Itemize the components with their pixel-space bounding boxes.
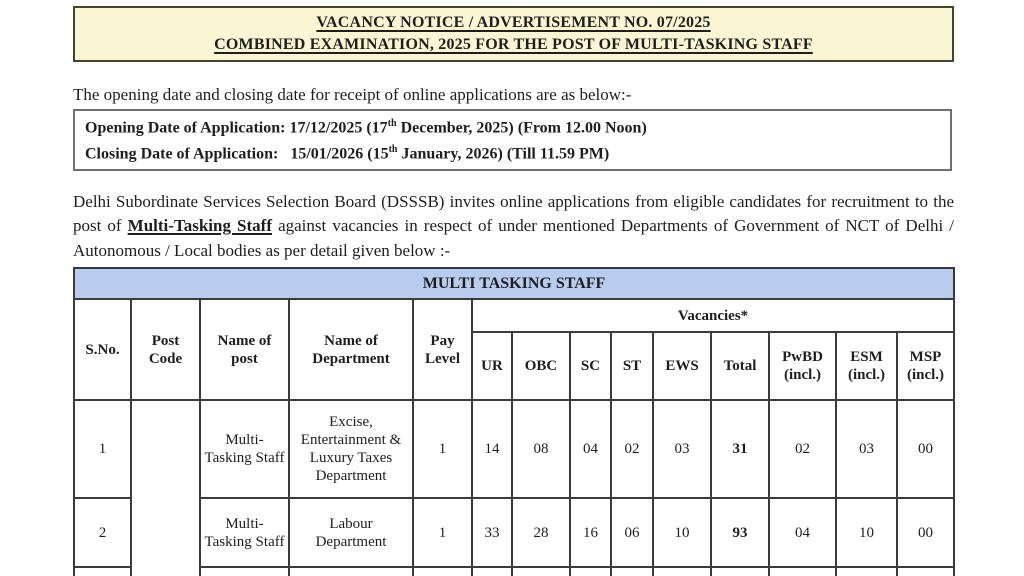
closing-date-line [85, 139, 940, 165]
cell-pay-level: 1 [413, 498, 472, 567]
cell-obc: 28 [512, 498, 570, 567]
header-esm: ESM (incl.) [836, 332, 897, 400]
cell-department: Labour Department [289, 498, 413, 567]
cell-department: Excise, Entertainment & Luxury Taxes Department [289, 400, 413, 498]
opening-date-text: Opening Date of Application: 17/12/2025 (17 [85, 119, 388, 137]
cell-ews [653, 567, 711, 576]
cell-ur: 33 [472, 498, 512, 567]
header-total: Total [711, 332, 769, 400]
closing-date-text: Closing Date of Application: 15/01/2026 (15 [85, 145, 389, 163]
header-ur: UR [472, 332, 512, 400]
paragraph-part1: Delhi Subordinate Services Selection Board (DSSSB) invites online applications from eligible candidates for recruitment to the post of [73, 191, 954, 236]
header-sno: S.No. [74, 299, 131, 400]
cell-sno: 2 [74, 498, 131, 567]
header-sc: SC [570, 332, 611, 400]
closing-date-ordinal: th [388, 144, 398, 156]
notice-title-line1: VACANCY NOTICE / ADVERTISEMENT NO. 07/2025 [316, 14, 711, 31]
table-title: MULTI TASKING STAFF [74, 268, 954, 299]
closing-date-rest: January, 2026) (Till 11.59 PM) [397, 145, 610, 163]
cell-pwbd: 04 [769, 498, 836, 567]
cell-pay-level: 1 [413, 400, 472, 498]
table-row-2 [74, 498, 954, 567]
table-header-group-row [74, 299, 954, 332]
cell-msp [897, 567, 954, 576]
cell-pwbd [769, 567, 836, 576]
cell-total: 93 [711, 498, 769, 567]
cell-total [711, 567, 769, 576]
cell-msp: 00 [897, 498, 954, 567]
cell-pay-level [413, 567, 472, 576]
header-pwbd: PwBD (incl.) [769, 332, 836, 400]
cell-ur: 14 [472, 400, 512, 498]
header-st: ST [611, 332, 653, 400]
cell-obc: 08 [512, 400, 570, 498]
document-content [73, 0, 954, 576]
table-title-row [74, 268, 954, 299]
cell-sc: 16 [570, 498, 611, 567]
cell-post-code-merged [131, 400, 200, 576]
paragraph-highlight-post-name: Multi-Tasking Staff [127, 216, 272, 236]
application-dates-box [73, 109, 952, 171]
notice-header-box [73, 6, 954, 62]
cell-total: 31 [711, 400, 769, 498]
header-post-code: Post Code [131, 299, 200, 400]
opening-date-line [85, 113, 940, 139]
header-obc: OBC [512, 332, 570, 400]
header-msp: MSP (incl.) [897, 332, 954, 400]
cell-st: 06 [611, 498, 653, 567]
opening-date-rest: December, 2025) (From 12.00 Noon) [396, 119, 647, 137]
cell-pwbd: 02 [769, 400, 836, 498]
cell-sc: 04 [570, 400, 611, 498]
cell-obc [512, 567, 570, 576]
cell-esm: 10 [836, 498, 897, 567]
dates-intro-text: The opening date and closing date for receipt of online applications are as below:- [73, 85, 632, 104]
opening-date-ordinal: th [387, 118, 397, 129]
header-ews: EWS [653, 332, 711, 400]
cell-ews: 03 [653, 400, 711, 498]
cell-st: 02 [611, 400, 653, 498]
vacancy-table [73, 267, 955, 576]
header-name-of-post: Name of post [200, 299, 289, 400]
invitation-paragraph [73, 190, 954, 264]
cell-sno: 1 [74, 400, 131, 498]
cell-esm: 03 [836, 400, 897, 498]
cell-ur [472, 567, 512, 576]
notice-title-line2: COMBINED EXAMINATION, 2025 FOR THE POST OF MULTI-TASKING STAFF [214, 36, 813, 53]
table-row-1 [74, 400, 954, 498]
cell-ews: 10 [653, 498, 711, 567]
cell-sno [74, 567, 131, 576]
cell-department [289, 567, 413, 576]
header-name-of-department: Name of Department [289, 299, 413, 400]
header-pay-level: Pay Level [413, 299, 472, 400]
cell-post-name [200, 567, 289, 576]
header-vacancies-group: Vacancies* [472, 299, 954, 332]
cell-msp: 00 [897, 400, 954, 498]
cell-st [611, 567, 653, 576]
table-row-3-partial [74, 567, 954, 576]
cell-sc [570, 567, 611, 576]
cell-post-name: Multi-Tasking Staff [200, 400, 289, 498]
cell-esm [836, 567, 897, 576]
cell-post-name: Multi-Tasking Staff [200, 498, 289, 567]
paragraph-part2: against vacancies in respect of under mentioned Departments of Government of NCT of Delhi / Autonomous / Local bodies as per detail given below :- [73, 216, 954, 260]
